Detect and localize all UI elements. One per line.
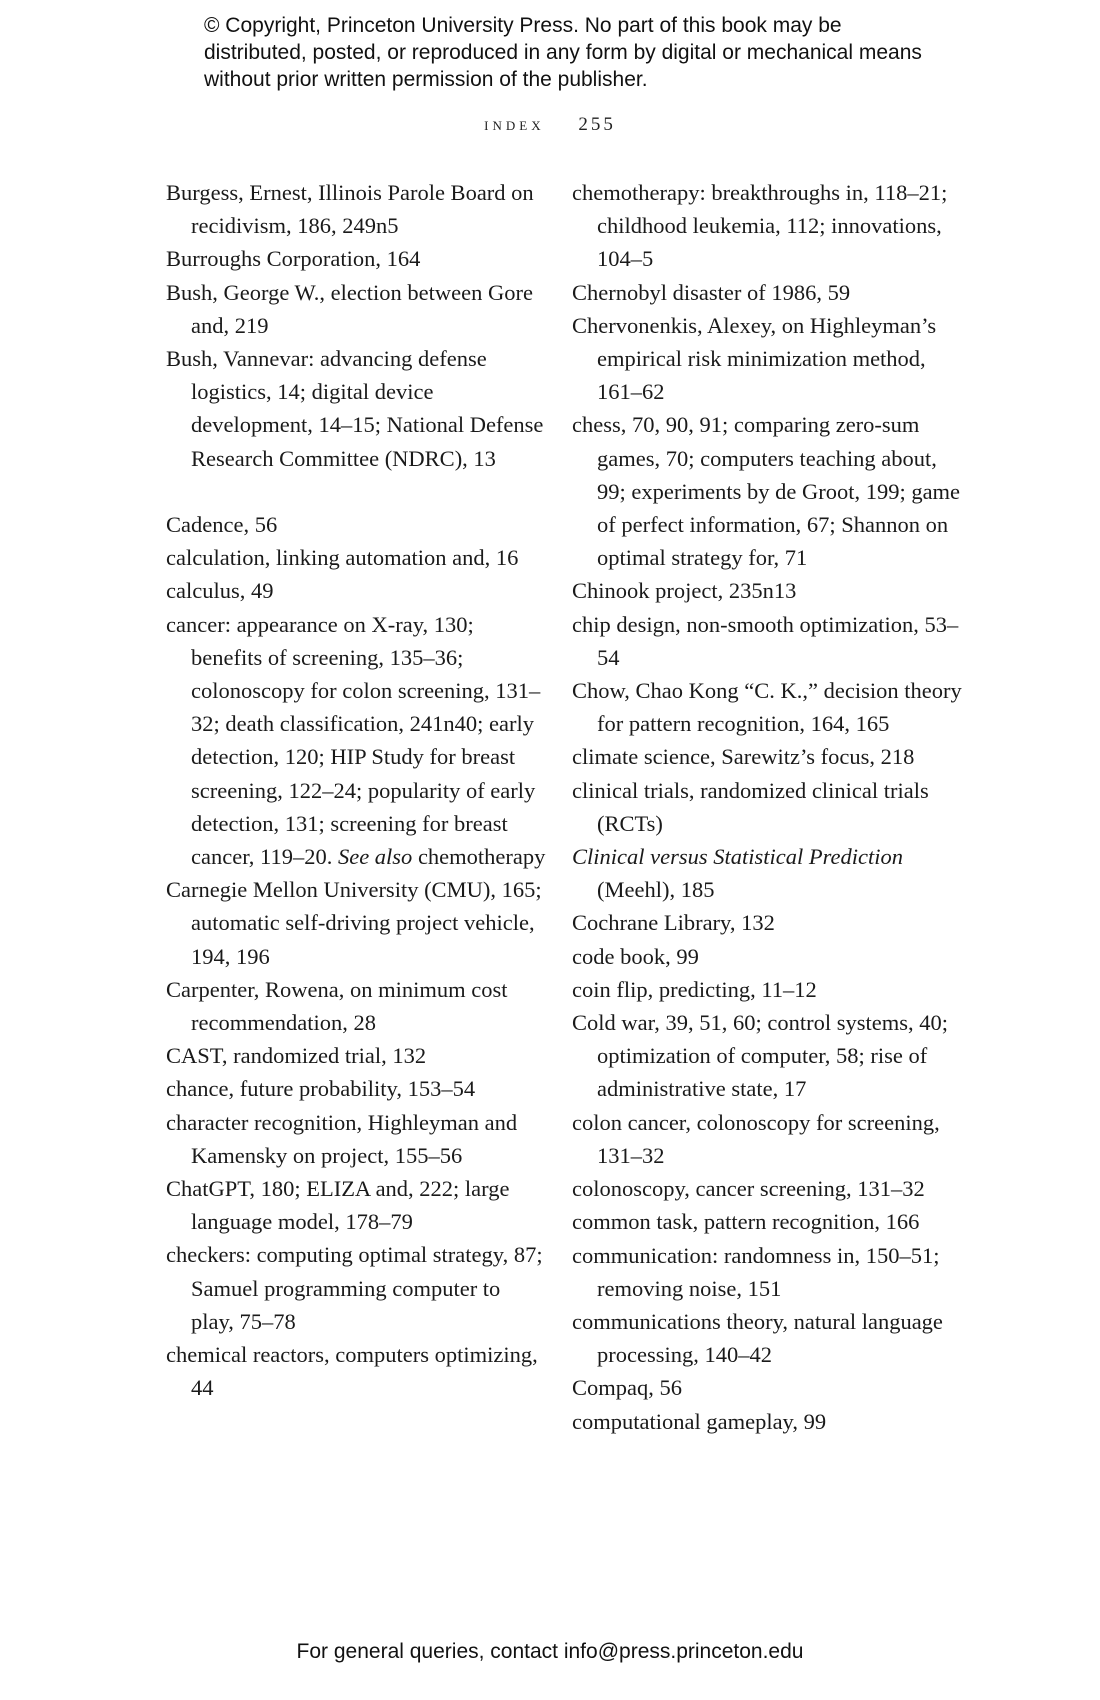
index-entry: calculus, 49 [166, 578, 274, 604]
index-entry: Carnegie Mellon University (CMU), 165; automatic self-driving project vehicle, 194, 196 [166, 877, 542, 969]
index-entry: Bush, George W., election between Gore and, 219 [166, 279, 533, 338]
index-entry [572, 840, 962, 906]
index-entry: Burgess, Ernest, Illinois Parole Board on recidivism, 186, 249n5 [166, 180, 534, 239]
index-entry: Burroughs Corporation, 164 [166, 246, 421, 272]
index-entry: Cold war, 39, 51, 60; control systems, 40; optimization of computer, 58; rise of administrative state, 17 [572, 1010, 948, 1102]
index-entry: calculation, linking automation and, 16 [166, 545, 519, 571]
index-entry: clinical trials, randomized clinical trials (RCTs) [572, 777, 929, 836]
running-head [0, 114, 1100, 136]
index-entry: code book, 99 [572, 943, 699, 969]
copyright-notice: © Copyright, Princeton University Press. No part of this book may be distributed, posted, or reproduced in any form by digital or mechanical means without prior written permission of the publisher. [204, 14, 922, 91]
index-entry: Cochrane Library, 132 [572, 910, 775, 936]
index-entry: ChatGPT, 180; ELIZA and, 222; large language model, 178–79 [166, 1176, 510, 1235]
index-entry: chance, future probability, 153–54 [166, 1076, 476, 1102]
see-also-reference: See also [337, 844, 413, 870]
index-entry: Chinook project, 235n13 [572, 578, 797, 604]
footer-contact: For general queries, contact info@press.princeton.edu [296, 1640, 804, 1663]
index-entry: communications theory, natural language processing, 140–42 [572, 1308, 943, 1368]
index-entry: Carpenter, Rowena, on minimum cost recommendation, 28 [166, 976, 508, 1036]
book-title: Clinical versus Statistical Prediction [572, 844, 904, 870]
running-head-label: index [484, 114, 545, 135]
index-entry: common task, pattern recognition, 166 [572, 1209, 920, 1235]
index-entry: checkers: computing optimal strategy, 87; Samuel programming computer to play, 75–78 [166, 1242, 543, 1334]
index-entry: character recognition, Highleyman and Kamensky on project, 155–56 [166, 1109, 518, 1168]
index-entry: communication: randomness in, 150–51; removing noise, 151 [572, 1242, 940, 1301]
index-entry: chemical reactors, computers optimizing, 44 [166, 1342, 538, 1401]
see-also-target: chemotherapy [417, 844, 546, 870]
index-entry: Compaq, 56 [572, 1375, 682, 1401]
index-entry: Chernobyl disaster of 1986, 59 [572, 279, 851, 305]
index-entry: colonoscopy, cancer screening, 131–32 [572, 1176, 925, 1202]
page-number: 255 [578, 114, 616, 135]
index-entry-text: cancer: appearance on X-ray, 130; benefits of screening, 135–36; colonoscopy for colon screening, 131–32; death classification, 241n40; early detection, 120; HIP Study for breast screening, 122–24; popularity of early detection, 131; screening for breast cancer, 119–20. [166, 611, 541, 870]
index-entry: chess, 70, 90, 91; comparing zero-sum games, 70; computers teaching about, 99; experiments by de Groot, 199; game of perfect information, 67; Shannon on optimal strategy for, 71 [572, 412, 961, 571]
index-entry: chemotherapy: breakthroughs in, 118–21; childhood leukemia, 112; innovations, 104–5 [572, 180, 948, 272]
index-entry: climate science, Sarewitz’s focus, 218 [572, 744, 915, 770]
index-entry: Bush, Vannevar: advancing defense logistics, 14; digital device development, 14–15; National Defense Research Committee (NDRC), 13 [166, 346, 544, 471]
index-entry: chip design, non-smooth optimization, 53–54 [572, 611, 959, 670]
index-entry: Chervonenkis, Alexey, on Highleyman’s empirical risk minimization method, 161–62 [572, 312, 937, 405]
index-entry: colon cancer, colonoscopy for screening, 131–32 [572, 1109, 940, 1168]
index-entry [166, 608, 546, 874]
index-entry: Cadence, 56 [166, 512, 278, 538]
index-entry-text: (Meehl), 185 [597, 877, 715, 903]
index-column-left [166, 176, 546, 1405]
index-entry: Chow, Chao Kong “C. K.,” decision theory for pattern recognition, 164, 165 [572, 678, 962, 737]
index-column-right [572, 176, 962, 1438]
index-entry: coin flip, predicting, 11–12 [572, 976, 817, 1002]
index-entry: CAST, randomized trial, 132 [166, 1043, 427, 1069]
index-entry: computational gameplay, 99 [572, 1408, 827, 1434]
